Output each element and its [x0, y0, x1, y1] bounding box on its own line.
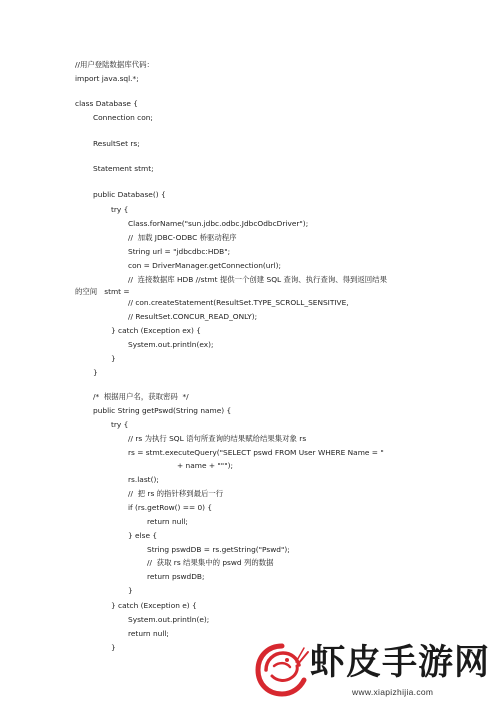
code-line: return null; — [147, 517, 188, 526]
code-line: Connection con; — [93, 113, 153, 122]
code-line: if (rs.getRow() == 0) { — [128, 503, 213, 512]
code-line: } — [128, 586, 133, 595]
code-line: String url = "jdbcdbc:HDB"; — [128, 247, 231, 256]
code-line: try { — [111, 420, 129, 429]
code-line: + name + """); — [177, 461, 233, 470]
code-line: } — [93, 368, 98, 377]
code-line: } catch (Exception ex) { — [111, 326, 201, 335]
code-line: } else { — [128, 531, 158, 540]
code-line: // rs 为执行 SQL 语句所查询的结果赋给结果集对象 rs — [128, 434, 307, 443]
code-line: con = DriverManager.getConnection(url); — [128, 261, 281, 270]
code-line: try { — [111, 205, 129, 214]
code-line: /* 根据用户名，获取密码 */ — [93, 392, 189, 401]
code-line: Statement stmt; — [93, 164, 154, 173]
code-line: // 把 rs 的指针移到最后一行 — [128, 489, 224, 498]
code-line: 的空间 stmt = — [75, 287, 130, 296]
code-line: Class.forName("sun.jdbc.odbc.JdbcOdbcDriver"); — [128, 219, 309, 228]
shrimp-logo-icon — [252, 640, 312, 700]
code-line: rs.last(); — [128, 475, 159, 484]
code-line: public String getPswd(String name) { — [93, 406, 232, 415]
code-line: rs = stmt.executeQuery("SELECT pswd FROM User WHERE Name = " — [128, 448, 384, 457]
code-line: } catch (Exception e) { — [111, 601, 197, 610]
watermark-title: 虾皮手游网 — [310, 643, 491, 683]
code-line: String pswdDB = rs.getString("Pswd"); — [147, 545, 290, 554]
code-line: return pswdDB; — [147, 572, 205, 581]
code-line: System.out.println(e); — [128, 615, 210, 624]
code-line: System.out.println(ex); — [128, 340, 214, 349]
code-line: // con.createStatement(ResultSet.TYPE_SCROLL_SENSITIVE, — [128, 298, 349, 307]
code-line: } — [111, 643, 116, 652]
code-line: ResultSet rs; — [93, 139, 140, 148]
code-line: // 获取 rs 结果集中的 pswd 列的数据 — [147, 558, 274, 567]
code-line: public Database() { — [93, 190, 166, 199]
watermark — [250, 640, 495, 702]
code-line: //用户登陆数据库代码： — [75, 60, 154, 69]
code-line: } — [111, 354, 116, 363]
watermark-url: www.xiapizhijia.com — [352, 687, 434, 697]
code-line: return null; — [128, 629, 169, 638]
code-line: // ResultSet.CONCUR_READ_ONLY); — [128, 312, 258, 321]
code-line: class Database { — [75, 99, 139, 108]
code-line: // 加载 JDBC-ODBC 桥驱动程序 — [128, 233, 237, 242]
code-line: import java.sql.*; — [75, 74, 139, 83]
code-line: // 连接数据库 HDB //stmt 提供一个创建 SQL 查询、执行查询、得到返回结果 — [128, 275, 387, 284]
